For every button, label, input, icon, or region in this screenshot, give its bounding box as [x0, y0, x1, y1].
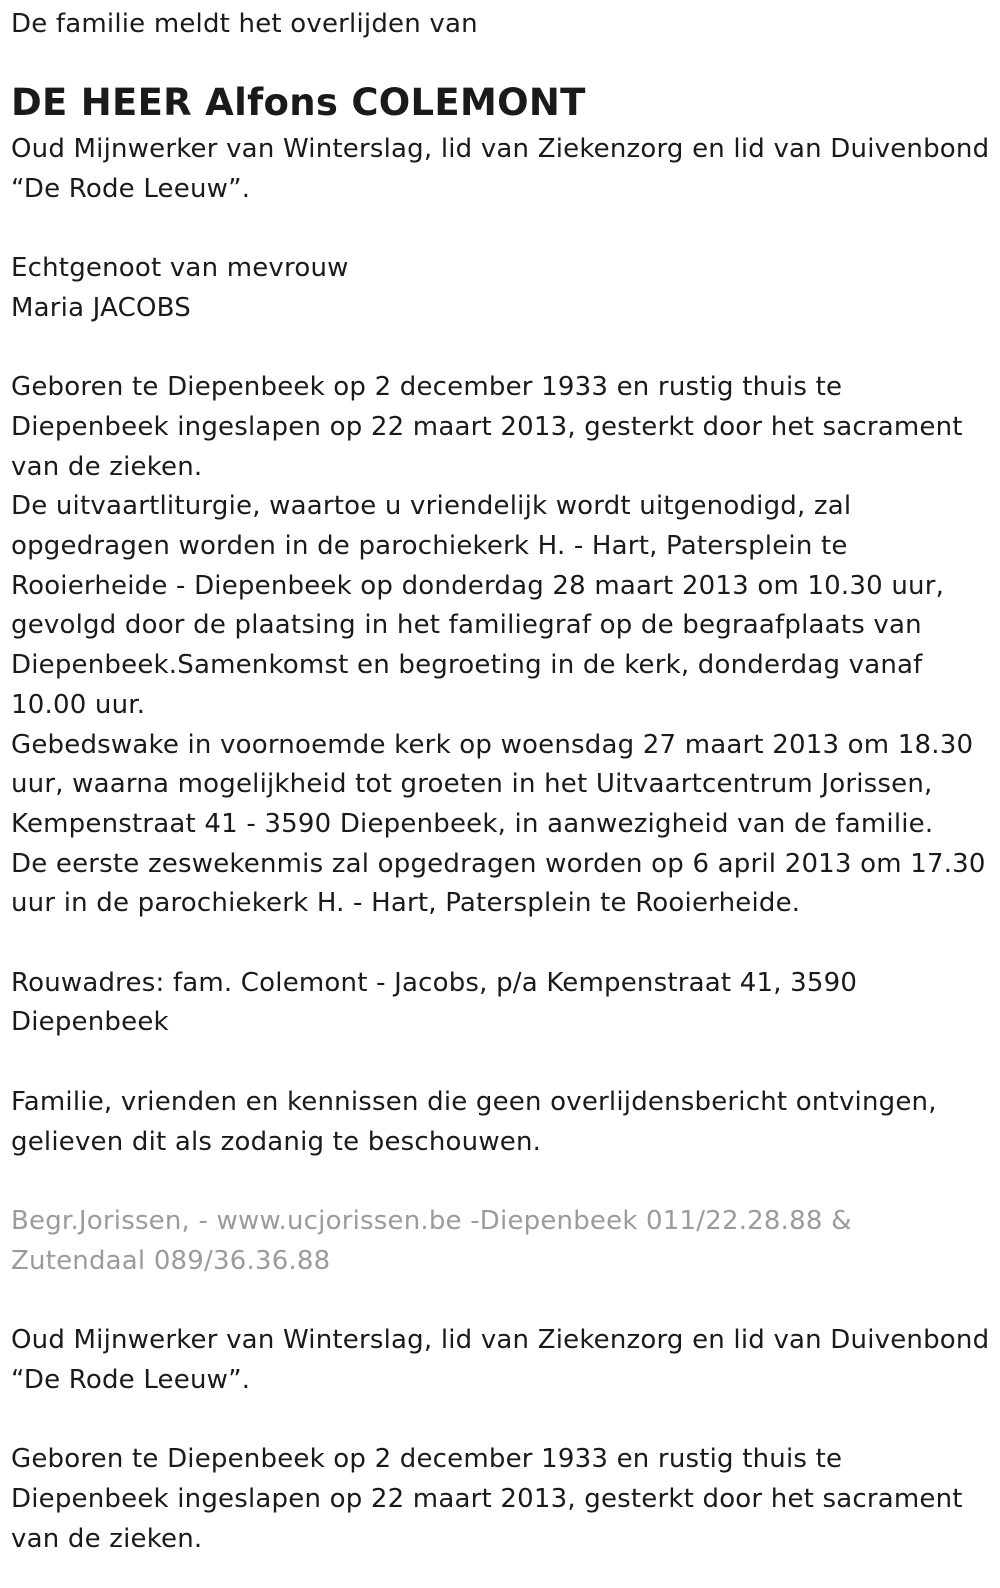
- birth-death-text-repeat: Geboren te Diepenbeek op 2 december 1933 en rustig thuis te Diepenbeek ingeslapen op 22 maart 2013, gesterkt door het sacrament van de zieken.: [11, 1444, 963, 1554]
- undertaker-info: Begr.Jorissen, - www.ucjorissen.be -Diepenbeek 011/22.28.88 & Zutendaal 089/36.36.88: [11, 1205, 852, 1276]
- spacer: [11, 329, 990, 369]
- spacer: [11, 1043, 990, 1083]
- funeral-text: De uitvaartliturgie, waartoe u vriendelijk wordt uitgenodigd, zal opgedragen worden in de parochiekerk H. - Hart, Patersplein te Rooierheide - Diepenbeek op donderdag 28 maart 2013 om 10.30 uur, gevolgd door de plaatsing in het familiegraf op de begraafplaats van Diepenbeek.Samenkomst en begroeting in de kerk, donderdag vanaf 10.00 uur.: [11, 491, 945, 720]
- spacer: [11, 924, 990, 964]
- spacer: [11, 1162, 990, 1202]
- obituary-notice: [0, 4, 1000, 1588]
- intro-line: De familie meldt het overlijden van: [11, 9, 478, 39]
- closing-text: Familie, vrienden en kennissen die geen overlijdensbericht ontvingen, gelieven dit als zodanig te beschouwen.: [11, 1086, 937, 1157]
- occupation-text-repeat: Oud Mijnwerker van Winterslag, lid van Ziekenzorg en lid van Duivenbond “De Rode Leeuw”.: [11, 1325, 990, 1395]
- spacer: [11, 1281, 990, 1321]
- occupation-text: Oud Mijnwerker van Winterslag, lid van Ziekenzorg en lid van Duivenbond “De Rode Leeuw”.: [11, 134, 990, 204]
- mourning-address: Rouwadres: fam. Colemont - Jacobs, p/a Kempenstraat 41, 3590 Diepenbeek: [11, 967, 858, 1038]
- birth-death-text: Geboren te Diepenbeek op 2 december 1933 en rustig thuis te Diepenbeek ingeslapen op 22 maart 2013, gesterkt door het sacrament van de zieken.: [11, 372, 963, 482]
- spacer: [11, 1400, 990, 1440]
- spacer: [11, 209, 990, 249]
- mass-text: De eerste zeswekenmis zal opgedragen worden op 6 april 2013 om 17.30 uur in de parochiekerk H. - Hart, Patersplein te Rooierheide.: [11, 848, 986, 919]
- spouse-line-1: Echtgenoot van mevrouw: [11, 253, 349, 284]
- vigil-text: Gebedswake in voornoemde kerk op woensdag 27 maart 2013 om 18.30 uur, waarna mogelijkheid tot groeten in het Uitvaartcentrum Jorissen, Kempenstraat 41 - 3590 Diepenbeek, in aanwezigheid van de familie.: [11, 729, 974, 839]
- spouse-line-2: Maria JACOBS: [11, 292, 191, 323]
- deceased-name: DE HEER Alfons COLEMONT: [11, 81, 586, 124]
